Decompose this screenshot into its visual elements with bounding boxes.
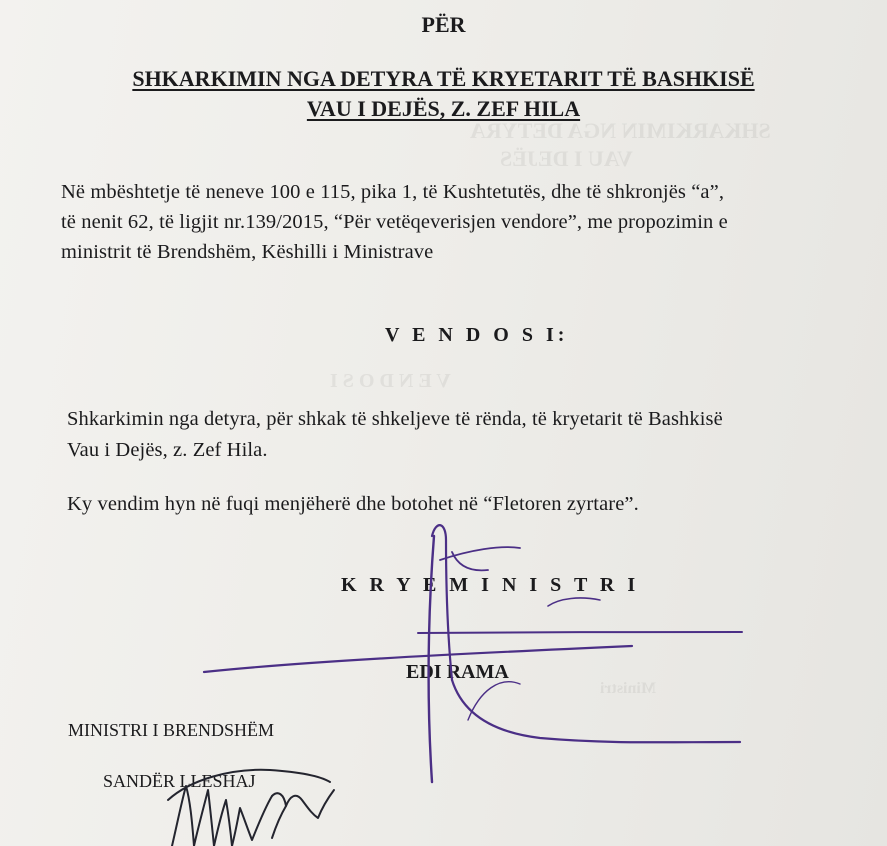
- prime-minister-name: EDI RAMA: [406, 661, 509, 683]
- prime-minister-signature: [204, 525, 742, 782]
- minister-title: MINISTRI I BRENDSHËM: [68, 720, 275, 740]
- prime-minister-title: K R Y E M I N I S T R I: [341, 574, 640, 596]
- preamble-line-3: ministrit të Brendshëm, Këshilli i Ministrave: [61, 241, 434, 263]
- document-heading: PËR: [421, 12, 466, 37]
- bleed-through-text: V E N D O S I: [330, 370, 451, 392]
- minister-name: SANDËR LLESHAJ: [103, 771, 256, 791]
- decision-text-line-1: Shkarkimin nga detyra, për shkak të shkeljeve të rënda, të kryetarit të Bashkisë: [67, 408, 723, 430]
- preamble-line-2: të nenit 62, të ligjit nr.139/2015, “Për vetëqeverisjen vendore”, me propozimin e: [61, 211, 728, 233]
- decision-title-line-1: SHKARKIMIN NGA DETYRA TË KRYETARIT TË BASHKISË: [132, 66, 755, 91]
- bleed-through-text: Ministri: [600, 680, 656, 697]
- bleed-through-text: VAU I DEJËS: [500, 146, 633, 171]
- decision-text-line-2: Vau i Dejës, z. Zef Hila.: [67, 439, 268, 461]
- minister-signature: [168, 770, 334, 846]
- entry-into-force-text: Ky vendim hyn në fuqi menjëherë dhe botohet në “Fletoren zyrtare”.: [67, 493, 639, 515]
- preamble-line-1: Në mbështetje të neneve 100 e 115, pika 1, të Kushtetutës, dhe të shkronjës “a”,: [61, 181, 725, 203]
- bleed-through-text: SHKARKIMIN NGA DETYRA: [470, 118, 771, 143]
- decision-title-line-2: VAU I DEJËS, Z. ZEF HILA: [306, 96, 581, 121]
- decision-heading: V E N D O S I:: [385, 324, 569, 346]
